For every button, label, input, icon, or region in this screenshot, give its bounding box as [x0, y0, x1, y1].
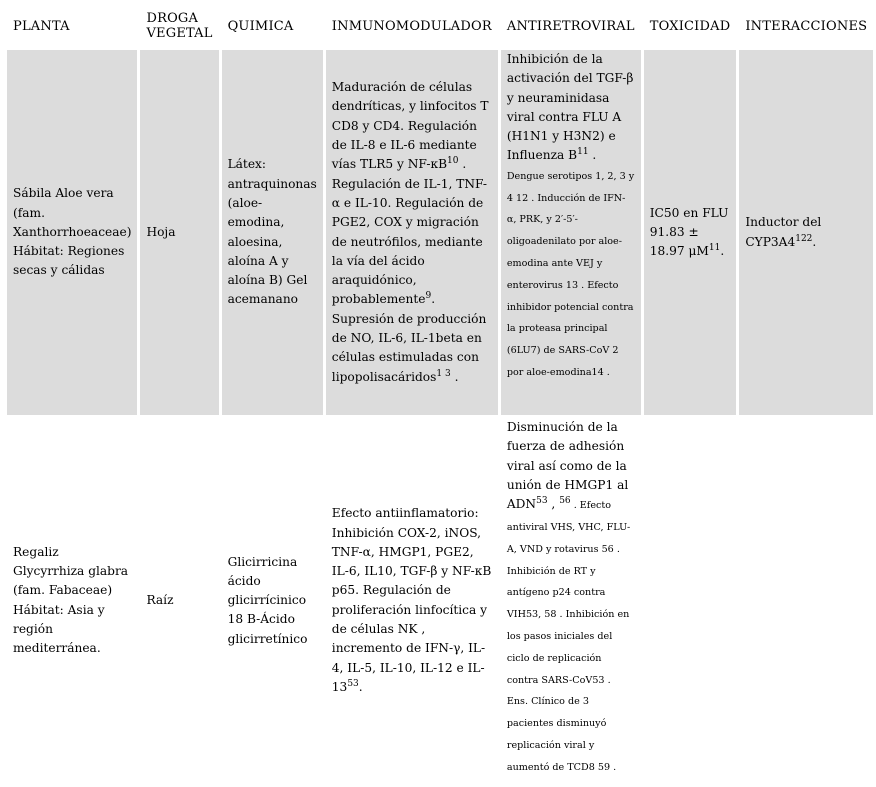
tox-end: .	[720, 244, 725, 259]
inmuno-ref-c: 1 3	[436, 368, 451, 379]
cell-quimica: Látex: antraquinonas (aloe-emodina, aloesina, aloína A y aloína B) Gel acemanano	[222, 50, 323, 415]
anti-ref-b: 56	[559, 496, 571, 507]
cell-interacciones	[739, 418, 873, 784]
table-row	[7, 50, 873, 415]
anti-ref-a: 53	[536, 496, 548, 507]
anti-text-end: .	[588, 148, 597, 163]
cell-inmunomodulador	[326, 50, 498, 415]
inter-ref: 122	[795, 233, 813, 244]
header-row	[7, 5, 873, 47]
header-droga: DROGA VEGETAL	[140, 5, 218, 47]
cell-toxicidad	[644, 50, 737, 415]
inmuno-ref: 53	[347, 678, 359, 689]
anti-small-text: . Efecto antiviral VHS, VHC, FLU-A, VND y rotavirus 56 . Inhibición de RT y antígeno p24 contra VIH53, 58 . Inhibición en los pasos iniciales del ciclo de replicación contra SARS-CoV53 . Ens. Clínico de 3 pacientes disminuyó replicación viral y aumentó de TCD8 59 .	[506, 500, 631, 773]
inter-end: .	[812, 234, 817, 249]
anti-ref-a: 11	[577, 147, 589, 158]
cell-antiretroviral	[501, 50, 641, 415]
header-toxicidad: TOXICIDAD	[644, 5, 737, 47]
inmuno-text-a: Maduración de células dendríticas, y linfocitos T CD8 y CD4. Regulación de IL-8 e IL-6 mediante vías TLR5 y NF-κB	[331, 80, 489, 172]
cell-toxicidad	[644, 418, 737, 784]
header-inmunomodulador: INMUNOMODULADOR	[326, 5, 498, 47]
inmuno-end: .	[358, 679, 363, 694]
cell-planta: Regaliz Glycyrrhiza glabra (fam. Fabaceae) Hábitat: Asia y región mediterránea.	[7, 418, 137, 784]
inmuno-text-c: . Supresión de producción de NO, IL-6, IL-1beta en células estimuladas con lipopolisacáridos	[331, 292, 487, 384]
inmuno-text: Efecto antiinflamatorio: Inhibición COX-2, iNOS, TNF-α, HMGP1, PGE2, IL-6, IL10, TGF-β y NF-κB p65. Regulación de proliferación linfocítica y de células NK , incremento de IFN-γ, IL-4, IL-5, IL-10, IL-12 e IL-13	[331, 506, 492, 694]
tox-text: IC50 en FLU 91.83 ± 18.97 μM	[649, 205, 729, 259]
header-interacciones: INTERACCIONES	[739, 5, 873, 47]
cell-droga: Raíz	[140, 418, 218, 784]
table-row	[7, 418, 873, 784]
inmuno-ref-a: 10	[447, 156, 459, 167]
header-planta: PLANTA	[7, 5, 137, 47]
data-table	[4, 2, 876, 787]
cell-interacciones	[739, 50, 873, 415]
header-antiretroviral: ANTIRETROVIRAL	[501, 5, 641, 47]
tox-ref: 11	[708, 243, 721, 254]
anti-text-a: Inhibición de la activación del TGF-β y neuraminidasa viral contra FLU A (H1N1 y H3N2) e Influenza B	[506, 52, 634, 163]
inmuno-ref-b: 9	[425, 291, 432, 302]
cell-quimica: Glicirricina ácido glicirrícinico 18 B-Ácido glicirretínico	[222, 418, 323, 784]
cell-droga: Hoja	[140, 50, 218, 415]
cell-inmunomodulador	[326, 418, 498, 784]
anti-text-a: Disminución de la fuerza de adhesión viral así como de la unión de HMGP1 al ADN	[506, 420, 629, 512]
inter-text: Inductor del CYP3A4	[745, 215, 822, 249]
inmuno-text-b: . Regulación de IL-1, TNF-α e IL-10. Regulación de PGE2, COX y migración de neutrófilos, mediante la vía del ácido araquidónico, probablemente	[331, 157, 488, 307]
anti-text-mid: ,	[547, 497, 560, 512]
cell-planta: Sábila Aloe vera (fam. Xanthorrhoeaceae) Hábitat: Regiones secas y cálidas	[7, 50, 137, 415]
header-quimica: QUIMICA	[222, 5, 323, 47]
anti-small-text: Dengue serotipos 1, 2, 3 y 4 12 . Inducción de IFN-α, PRK, y 2′-5′-oligoadenilato por aloe-emodina ante VEJ y enterovirus 13 . Efecto inhibidor potencial contra la proteasa principal (6LU7) de SARS-CoV 2 por aloe-emodina14 .	[506, 170, 635, 378]
cell-antiretroviral	[501, 418, 641, 784]
inmuno-text-end: .	[450, 369, 459, 384]
